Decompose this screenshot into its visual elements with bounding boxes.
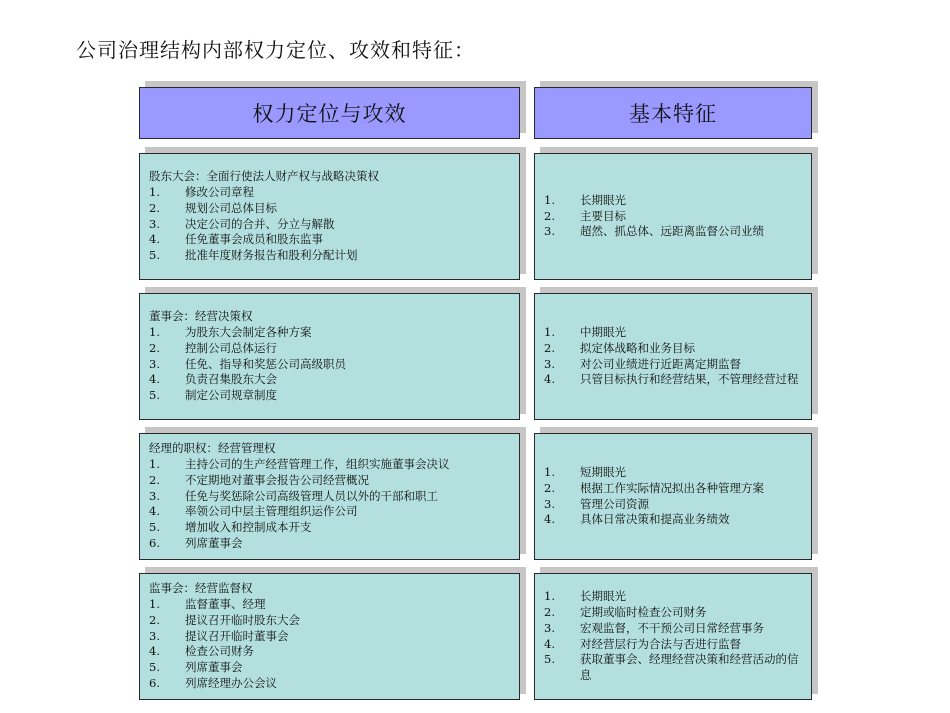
item-text: 根据工作实际情况拟出各种管理方案 xyxy=(580,480,764,495)
item-number: 1. xyxy=(149,597,160,611)
list-item xyxy=(149,473,511,489)
list-item xyxy=(544,193,803,209)
box-title: 股东大会：全面行使法人财产权与战略决策权 xyxy=(149,169,379,184)
item-number: 4. xyxy=(149,372,160,387)
list-item xyxy=(149,520,511,536)
list-item xyxy=(149,644,511,660)
item-text: 主要目标 xyxy=(580,208,626,223)
item-text: 规划公司总体目标 xyxy=(185,200,277,215)
item-number: 4. xyxy=(149,232,160,247)
item-text: 不定期地对董事会报告公司经营概况 xyxy=(185,472,369,487)
item-text: 定期或临时检查公司财务 xyxy=(580,604,707,619)
item-number: 6. xyxy=(149,675,160,690)
list-item xyxy=(149,217,511,233)
item-number: 3. xyxy=(149,488,160,503)
list-item xyxy=(149,536,511,552)
shareholders-meeting-box xyxy=(139,153,520,280)
supervisory-features-box xyxy=(534,573,812,700)
list-item xyxy=(544,372,803,388)
item-number: 2. xyxy=(149,472,160,487)
item-number: 3. xyxy=(544,356,555,371)
list-item xyxy=(149,248,511,264)
item-number: 2. xyxy=(149,612,160,627)
item-text: 中期眼光 xyxy=(580,324,626,339)
list-item xyxy=(149,504,511,520)
item-number: 2. xyxy=(544,340,555,355)
item-number: 3. xyxy=(544,224,555,239)
item-number: 1. xyxy=(544,589,555,604)
item-number: 6. xyxy=(149,535,160,550)
item-text: 检查公司财务 xyxy=(185,644,254,659)
item-text: 修改公司章程 xyxy=(185,184,254,199)
item-text: 宏观监督，不干预公司日常经营事务 xyxy=(580,620,764,635)
list-item xyxy=(544,341,803,357)
list-item xyxy=(544,465,803,481)
item-number: 1. xyxy=(149,324,160,339)
list-item xyxy=(149,341,511,357)
list-item xyxy=(544,589,803,605)
item-text: 对公司业绩进行近距离定期监督 xyxy=(580,356,741,371)
list-item xyxy=(544,209,803,225)
list-item xyxy=(544,325,803,341)
list-item xyxy=(149,357,511,373)
item-number: 3. xyxy=(149,628,160,643)
item-text: 长期眼光 xyxy=(580,192,626,207)
header-basic-features-label: 基本特征 xyxy=(629,102,717,126)
list-item xyxy=(149,489,511,505)
board-of-directors-box xyxy=(139,293,520,420)
item-number: 3. xyxy=(544,496,555,511)
list-item xyxy=(149,325,511,341)
board-features-box xyxy=(534,293,812,420)
item-number: 4. xyxy=(149,644,160,659)
item-number: 1. xyxy=(544,192,555,207)
item-text: 只管目标执行和经营结果，不管理经营过程 xyxy=(580,372,799,387)
item-number: 1. xyxy=(149,184,160,199)
item-text: 列席董事会 xyxy=(185,535,243,550)
item-text: 率领公司中层主管理组织运作公司 xyxy=(185,504,358,519)
item-text: 长期眼光 xyxy=(580,589,626,604)
header-basic-features xyxy=(534,87,812,139)
list-item xyxy=(149,629,511,645)
list-item xyxy=(149,613,511,629)
list-item xyxy=(149,457,511,473)
item-number: 2. xyxy=(544,208,555,223)
item-text: 超然、抓总体、远距离监督公司业绩 xyxy=(580,224,764,239)
supervisory-board-box xyxy=(139,573,520,700)
item-text: 对经营层行为合法与否进行监督 xyxy=(580,636,741,651)
item-text: 制定公司规章制度 xyxy=(185,388,277,403)
item-text: 监督董事、经理 xyxy=(185,597,266,611)
item-text: 负责召集股东大会 xyxy=(185,372,277,387)
header-power-position-label: 权力定位与攻效 xyxy=(252,102,407,126)
list-item xyxy=(544,497,803,513)
item-number: 1. xyxy=(544,464,555,479)
list-item xyxy=(149,676,511,692)
item-number: 2. xyxy=(544,604,555,619)
item-number: 5. xyxy=(149,248,160,263)
item-number: 4. xyxy=(149,504,160,519)
item-number: 1. xyxy=(544,324,555,339)
item-number: 2. xyxy=(149,340,160,355)
header-power-position xyxy=(139,87,520,139)
list-item xyxy=(149,660,511,676)
item-text: 短期眼光 xyxy=(580,464,626,479)
item-text: 为股东大会制定各种方案 xyxy=(185,324,312,339)
item-text: 拟定体战略和业务目标 xyxy=(580,340,695,355)
item-text: 主持公司的生产经营管理工作，组织实施董事会决议 xyxy=(185,457,450,471)
item-number: 1. xyxy=(149,457,160,471)
item-text: 批准年度财务报告和股利分配计划 xyxy=(185,248,358,263)
item-text: 提议召开临时董事会 xyxy=(185,628,289,643)
list-item xyxy=(149,185,511,201)
item-text: 控制公司总体运行 xyxy=(185,340,277,355)
item-number: 2. xyxy=(149,200,160,215)
page-title: 公司治理结构内部权力定位、攻效和特征： xyxy=(76,38,475,62)
list-item xyxy=(149,232,511,248)
item-number: 4. xyxy=(544,372,555,387)
item-text: 决定公司的合并、分立与解散 xyxy=(185,216,335,231)
list-item xyxy=(544,652,803,684)
item-text: 提议召开临时股东大会 xyxy=(185,612,300,627)
item-text: 列席董事会 xyxy=(185,660,243,675)
box-title: 董事会：经营决策权 xyxy=(149,309,253,324)
item-number: 4. xyxy=(544,636,555,651)
item-number: 5. xyxy=(544,652,555,667)
shareholders-features-box xyxy=(534,153,812,280)
list-item xyxy=(544,481,803,497)
manager-authority-box xyxy=(139,433,520,560)
item-text: 管理公司资源 xyxy=(580,496,649,511)
item-number: 5. xyxy=(149,520,160,535)
list-item xyxy=(149,597,511,613)
item-text: 任免与奖惩除公司高级管理人员以外的干部和职工 xyxy=(185,488,438,503)
box-title: 监事会：经营监督权 xyxy=(149,581,253,596)
item-number: 3. xyxy=(149,356,160,371)
item-number: 3. xyxy=(149,216,160,231)
list-item xyxy=(544,605,803,621)
item-text: 任免、指导和奖惩公司高级职员 xyxy=(185,356,346,371)
item-number: 3. xyxy=(544,620,555,635)
list-item xyxy=(149,388,511,404)
list-item xyxy=(544,621,803,637)
item-number: 5. xyxy=(149,388,160,403)
item-number: 2. xyxy=(544,480,555,495)
item-number: 4. xyxy=(544,512,555,527)
item-text: 任免董事会成员和股东监事 xyxy=(185,232,323,247)
item-text: 增加收入和控制成本开支 xyxy=(185,520,312,535)
manager-features-box xyxy=(534,433,812,560)
list-item xyxy=(544,357,803,373)
list-item xyxy=(149,201,511,217)
list-item xyxy=(149,372,511,388)
list-item xyxy=(544,224,803,240)
item-number: 5. xyxy=(149,660,160,675)
item-text: 具体日常决策和提高业务绩效 xyxy=(580,512,730,527)
box-title: 经理的职权：经营管理权 xyxy=(149,441,276,456)
item-text: 获取董事会、经理经营决策和经营活动的信息 xyxy=(580,652,799,683)
list-item xyxy=(544,512,803,528)
item-text: 列席经理办公会议 xyxy=(185,675,277,690)
list-item xyxy=(544,637,803,653)
